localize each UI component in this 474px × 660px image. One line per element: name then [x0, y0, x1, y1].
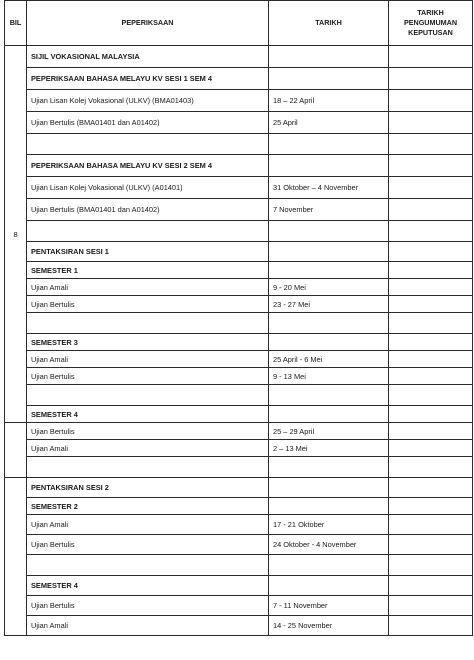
table-row [5, 112, 473, 134]
header-pengumuman: TARIKH PENGUMUMAN KEPUTUSAN [389, 1, 473, 46]
exam-date: 25 April - 6 Mei [269, 351, 389, 368]
table-row [5, 199, 473, 221]
table-row [5, 368, 473, 385]
table-row [5, 576, 473, 596]
table-row [5, 596, 473, 616]
semester-title: SEMESTER 4 [27, 406, 269, 423]
exam-date: 25 April [269, 112, 389, 134]
exam-date: 18 – 22 April [269, 90, 389, 112]
table-row [5, 155, 473, 177]
table-row [5, 334, 473, 351]
header-bil: BIL [5, 1, 27, 46]
exam-label: Ujian Amali [27, 279, 269, 296]
exam-label: Ujian Bertulis (BMA01401 dan A01402) [27, 112, 269, 134]
exam-date: 31 Oktober – 4 November [269, 177, 389, 199]
exam-date: 14 - 25 November [269, 616, 389, 636]
header-peperiksaan: PEPERIKSAAN [27, 1, 269, 46]
table-row [5, 440, 473, 457]
semester-title: SEMESTER 2 [27, 498, 269, 515]
table-row [5, 134, 473, 155]
header-tarikh: TARIKH [269, 1, 389, 46]
exam-label: Ujian Bertulis (BMA01401 dan A01402) [27, 199, 269, 221]
section-title: PEPERIKSAAN BAHASA MELAYU KV SESI 2 SEM 4 [27, 155, 269, 177]
exam-date: 23 - 27 Mei [269, 296, 389, 313]
table-row [5, 262, 473, 279]
section-title: PENTAKSIRAN SESI 2 [27, 478, 269, 498]
exam-date: 25 – 29 April [269, 423, 389, 440]
table-row [5, 279, 473, 296]
table-row [5, 242, 473, 262]
table-row [5, 90, 473, 112]
exam-date: 2 – 13 Mei [269, 440, 389, 457]
exam-label: Ujian Bertulis [27, 296, 269, 313]
table-row [5, 385, 473, 406]
exam-label: Ujian Amali [27, 515, 269, 535]
bil-number: 8 [5, 46, 27, 423]
exam-label: Ujian Lisan Kolej Vokasional (ULKV) (A01401) [27, 177, 269, 199]
exam-label: Ujian Bertulis [27, 368, 269, 385]
exam-label: Ujian Amali [27, 351, 269, 368]
table-row [5, 68, 473, 90]
section-title: PENTAKSIRAN SESI 1 [27, 242, 269, 262]
table-row [5, 46, 473, 68]
table-header-row [5, 1, 473, 46]
exam-label: Ujian Bertulis [27, 535, 269, 555]
semester-title: SEMESTER 1 [27, 262, 269, 279]
table-row [5, 478, 473, 498]
exam-label: Ujian Bertulis [27, 596, 269, 616]
exam-date: 9 - 13 Mei [269, 368, 389, 385]
table-row [5, 535, 473, 555]
table-row [5, 457, 473, 478]
exam-date: 7 November [269, 199, 389, 221]
table-row [5, 296, 473, 313]
semester-title: SEMESTER 3 [27, 334, 269, 351]
exam-date: 7 - 11 November [269, 596, 389, 616]
table-row [5, 177, 473, 199]
table-row [5, 406, 473, 423]
exam-date: 9 - 20 Mei [269, 279, 389, 296]
exam-label: Ujian Amali [27, 616, 269, 636]
exam-date: 24 Oktober - 4 November [269, 535, 389, 555]
table-row [5, 351, 473, 368]
table-row [5, 313, 473, 334]
table-row [5, 221, 473, 242]
exam-label: Ujian Lisan Kolej Vokasional (ULKV) (BMA01403) [27, 90, 269, 112]
semester-title: SEMESTER 4 [27, 576, 269, 596]
exam-date: 17 - 21 Oktober [269, 515, 389, 535]
exam-label: Ujian Bertulis [27, 423, 269, 440]
program-title: SIJIL VOKASIONAL MALAYSIA [27, 46, 269, 68]
table-row [5, 498, 473, 515]
table-row [5, 616, 473, 636]
table-row [5, 515, 473, 535]
section-title: PEPERIKSAAN BAHASA MELAYU KV SESI 1 SEM 4 [27, 68, 269, 90]
exam-label: Ujian Amali [27, 440, 269, 457]
table-row [5, 555, 473, 576]
table-row [5, 423, 473, 440]
exam-schedule-table [4, 0, 473, 636]
